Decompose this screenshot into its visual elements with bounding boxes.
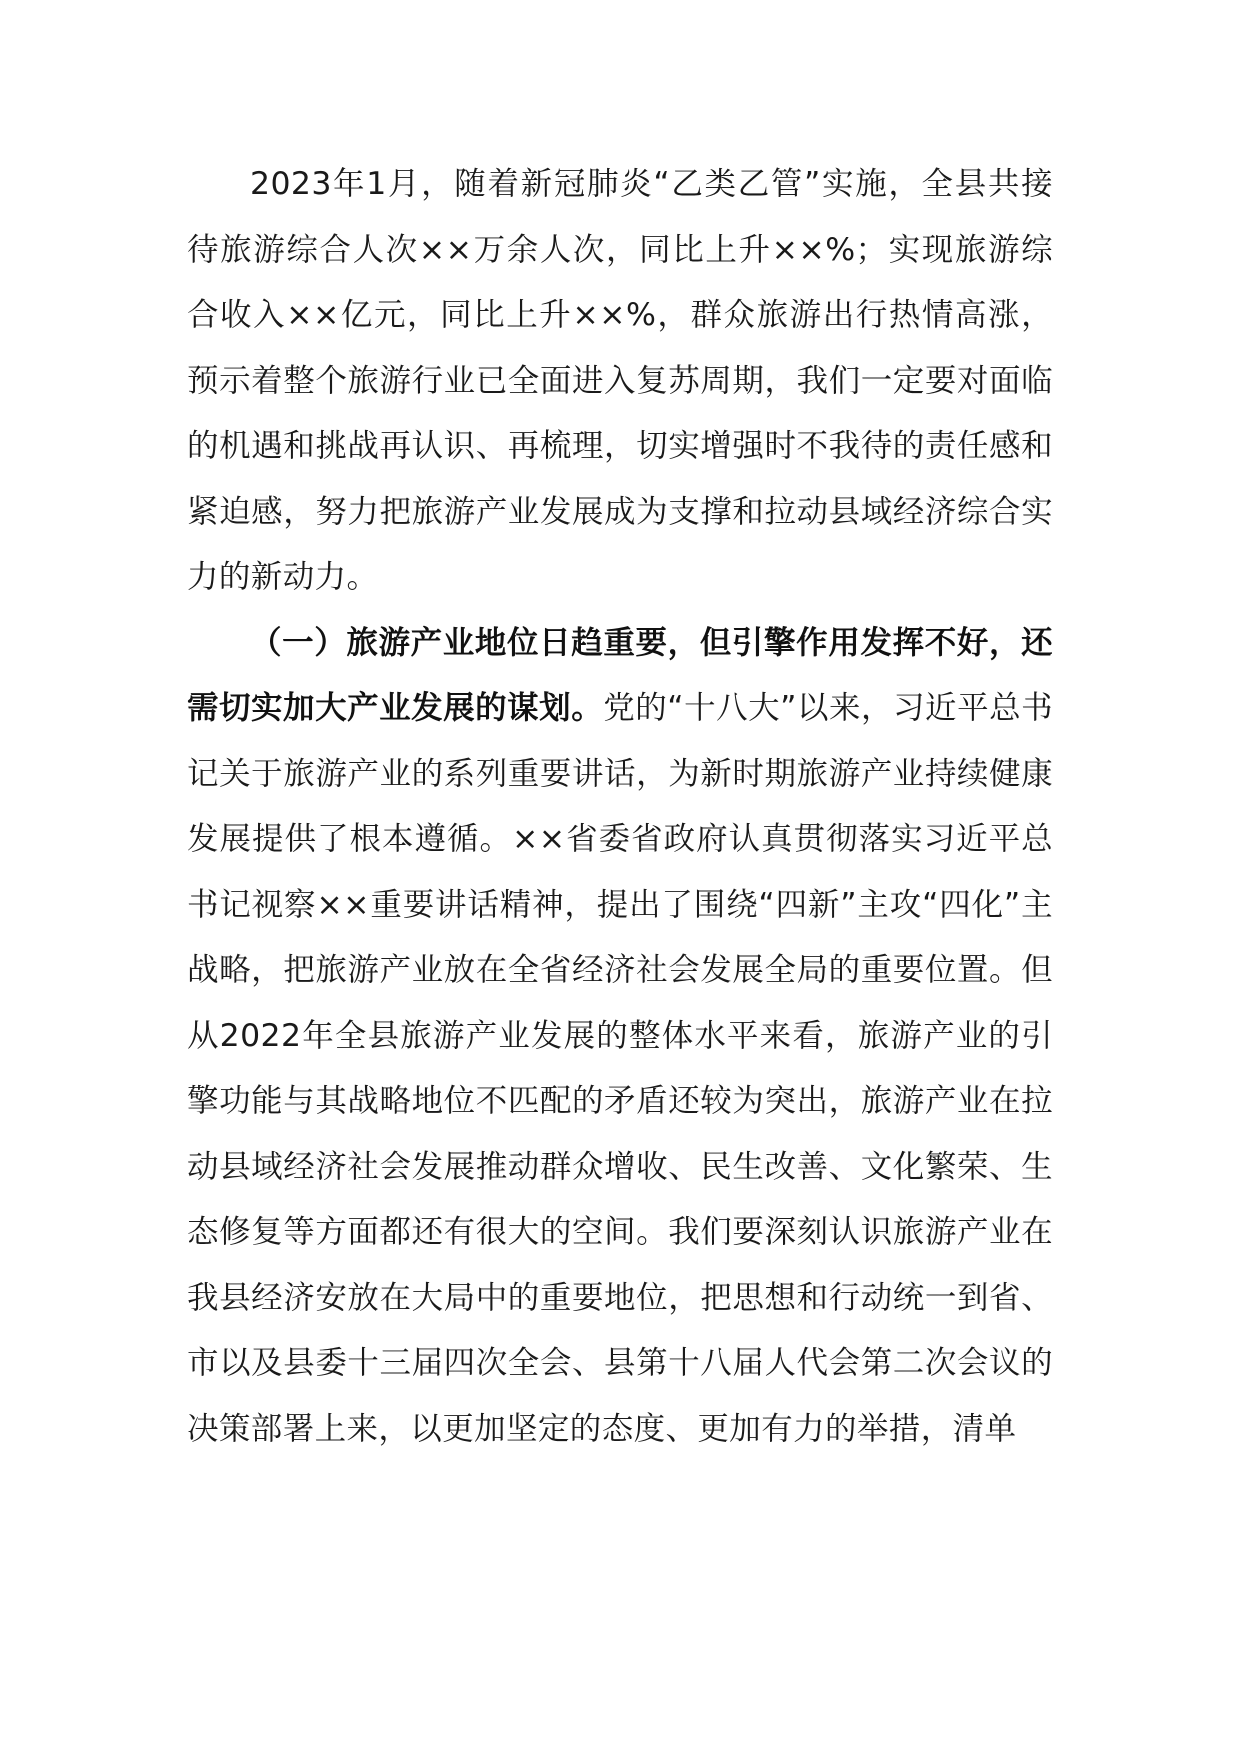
paragraph-tourism-recovery: 2023年1月，随着新冠肺炎“乙类乙管”实施，全县共接待旅游综合人次××万余人次，同比上升××%；实现旅游综合收入××亿元，同比上升××%，群众旅游出行热情高涨，预示着整个旅游行业已全面进入复苏周期，我们一定要对面临的机遇和挑战再认识、再梳理，切实增强时不我待的责任感和紧迫感，努力把旅游产业发展成为支撑和拉动县域经济综合实力的新动力。 — [187, 166, 1053, 595]
section-1-body: 党的“十八大”以来，习近平总书记关于旅游产业的系列重要讲话，为新时期旅游产业持续健康发展提供了根本遵循。××省委省政府认真贯彻落实习近平总书记视察××重要讲话精神，提出了围绕“四新”主攻“四化”主战略，把旅游产业放在全省经济社会发展全局的重要位置。但从2022年全县旅游产业发展的整体水平来看，旅游产业的引擎功能与其战略地位不匹配的矛盾还较为突出，旅游产业在拉动县域经济社会发展推动群众增收、民生改善、文化繁荣、生态修复等方面都还有很大的空间。我们要深刻认识旅游产业在我县经济安放在大局中的重要地位，把思想和行动统一到省、市以及县委十三届四次全会、县第十八届人代会第二次会议的决策部署上来，以更加坚定的态度、更加有力的举措，清单 — [187, 690, 1054, 1447]
document-body — [187, 152, 1053, 1462]
section-1-heading: （一）旅游产业地位日趋重要，但引擎作用发挥不好，还需切实加大产业发展的谋划。 — [187, 624, 1053, 726]
section-1-paragraph — [187, 611, 1053, 1463]
